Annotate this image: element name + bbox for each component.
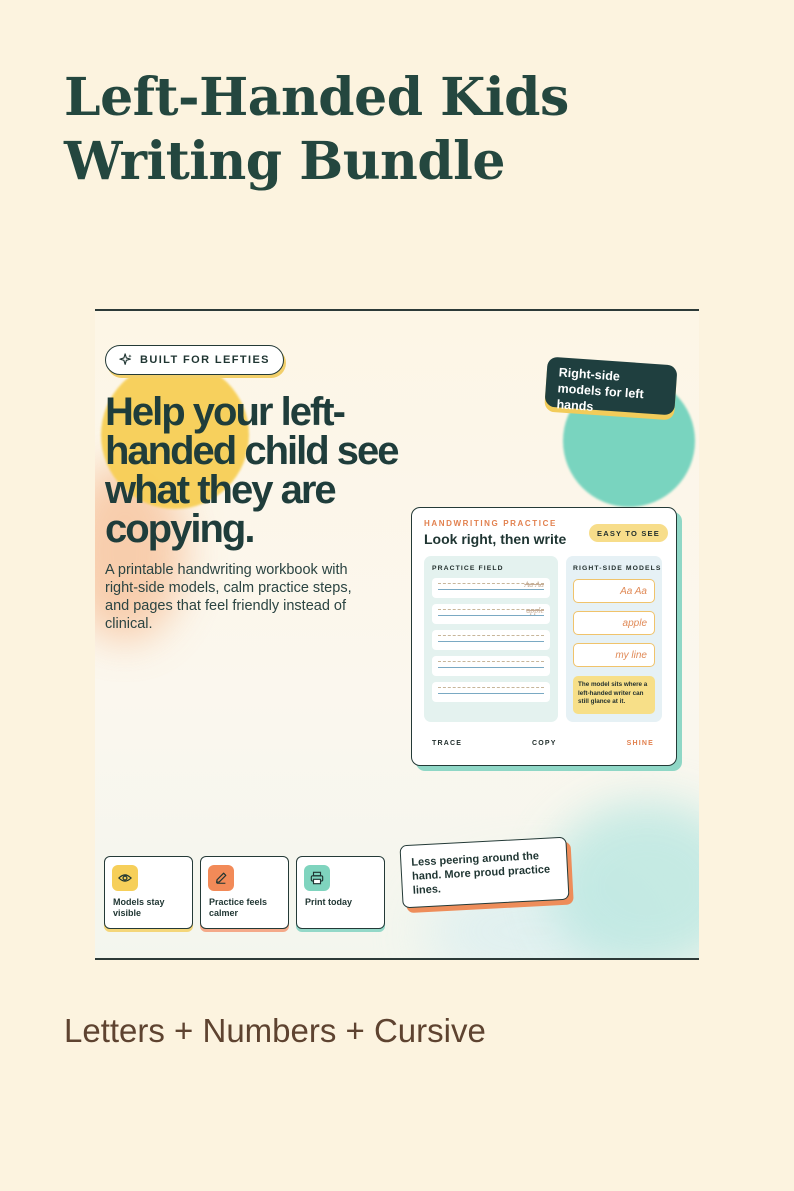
model-example: my line bbox=[573, 643, 655, 667]
printer-icon bbox=[304, 865, 330, 891]
practice-field-label: PRACTICE FIELD bbox=[432, 565, 504, 572]
model-example: Aa Aa bbox=[573, 579, 655, 603]
page-title bbox=[64, 66, 744, 194]
practice-line bbox=[432, 682, 550, 702]
easy-to-see-badge: EASY TO SEE bbox=[589, 524, 668, 542]
right-side-models-sticker: Right-side models for left hands bbox=[544, 357, 677, 416]
badge-label: BUILT FOR LEFTIES bbox=[140, 354, 270, 366]
sparkle-icon bbox=[119, 353, 133, 367]
benefit-card-print-today bbox=[296, 856, 385, 929]
models-label: RIGHT-SIDE MODELS bbox=[573, 565, 662, 572]
bundle-contents-subtitle: Letters + Numbers + Cursive bbox=[64, 1012, 486, 1049]
practice-line bbox=[432, 604, 550, 624]
benefit-label: Print today bbox=[305, 897, 353, 907]
practice-steps bbox=[424, 732, 662, 754]
practice-eyebrow: HANDWRITING PRACTICE bbox=[424, 519, 557, 528]
step-shine: SHINE bbox=[626, 739, 654, 747]
handwriting-practice-card bbox=[411, 507, 677, 766]
page-title-line-1: Left-Handed Kids bbox=[64, 67, 569, 128]
headline: Help your left-handed child see what they are copying. bbox=[105, 390, 398, 551]
step-trace: TRACE bbox=[432, 739, 463, 747]
product-mockup bbox=[95, 309, 699, 960]
page-title-line-2: Writing Bundle bbox=[64, 131, 506, 192]
eye-icon bbox=[112, 865, 138, 891]
practice-field bbox=[424, 556, 558, 722]
practice-line bbox=[432, 656, 550, 676]
benefit-card-models-visible bbox=[104, 856, 193, 929]
model-example: apple bbox=[573, 611, 655, 635]
pencil-icon bbox=[208, 865, 234, 891]
built-for-lefties-badge bbox=[105, 345, 284, 375]
practice-line bbox=[432, 578, 550, 598]
ghost-model-text: Aa Aa bbox=[524, 580, 544, 589]
decorative-soft-teal-blob bbox=[547, 801, 699, 960]
model-note: The model sits where a left-handed writer can still glance at it. bbox=[573, 676, 655, 714]
right-side-models-panel bbox=[566, 556, 662, 722]
ghost-model-text: apple bbox=[526, 606, 544, 615]
benefit-label: Practice feels calmer bbox=[209, 897, 268, 918]
intro-paragraph: A printable handwriting workbook with right-side models, calm practice steps, and pages that feel friendly instead of clinical. bbox=[105, 562, 352, 632]
benefit-label: Models stay visible bbox=[113, 897, 165, 918]
step-copy: COPY bbox=[532, 739, 557, 747]
testimonial-quote-card: Less peering around the hand. More proud practice lines. bbox=[399, 837, 569, 909]
practice-title: Look right, then write bbox=[424, 531, 567, 547]
benefit-card-practice-calmer bbox=[200, 856, 289, 929]
practice-line bbox=[432, 630, 550, 650]
